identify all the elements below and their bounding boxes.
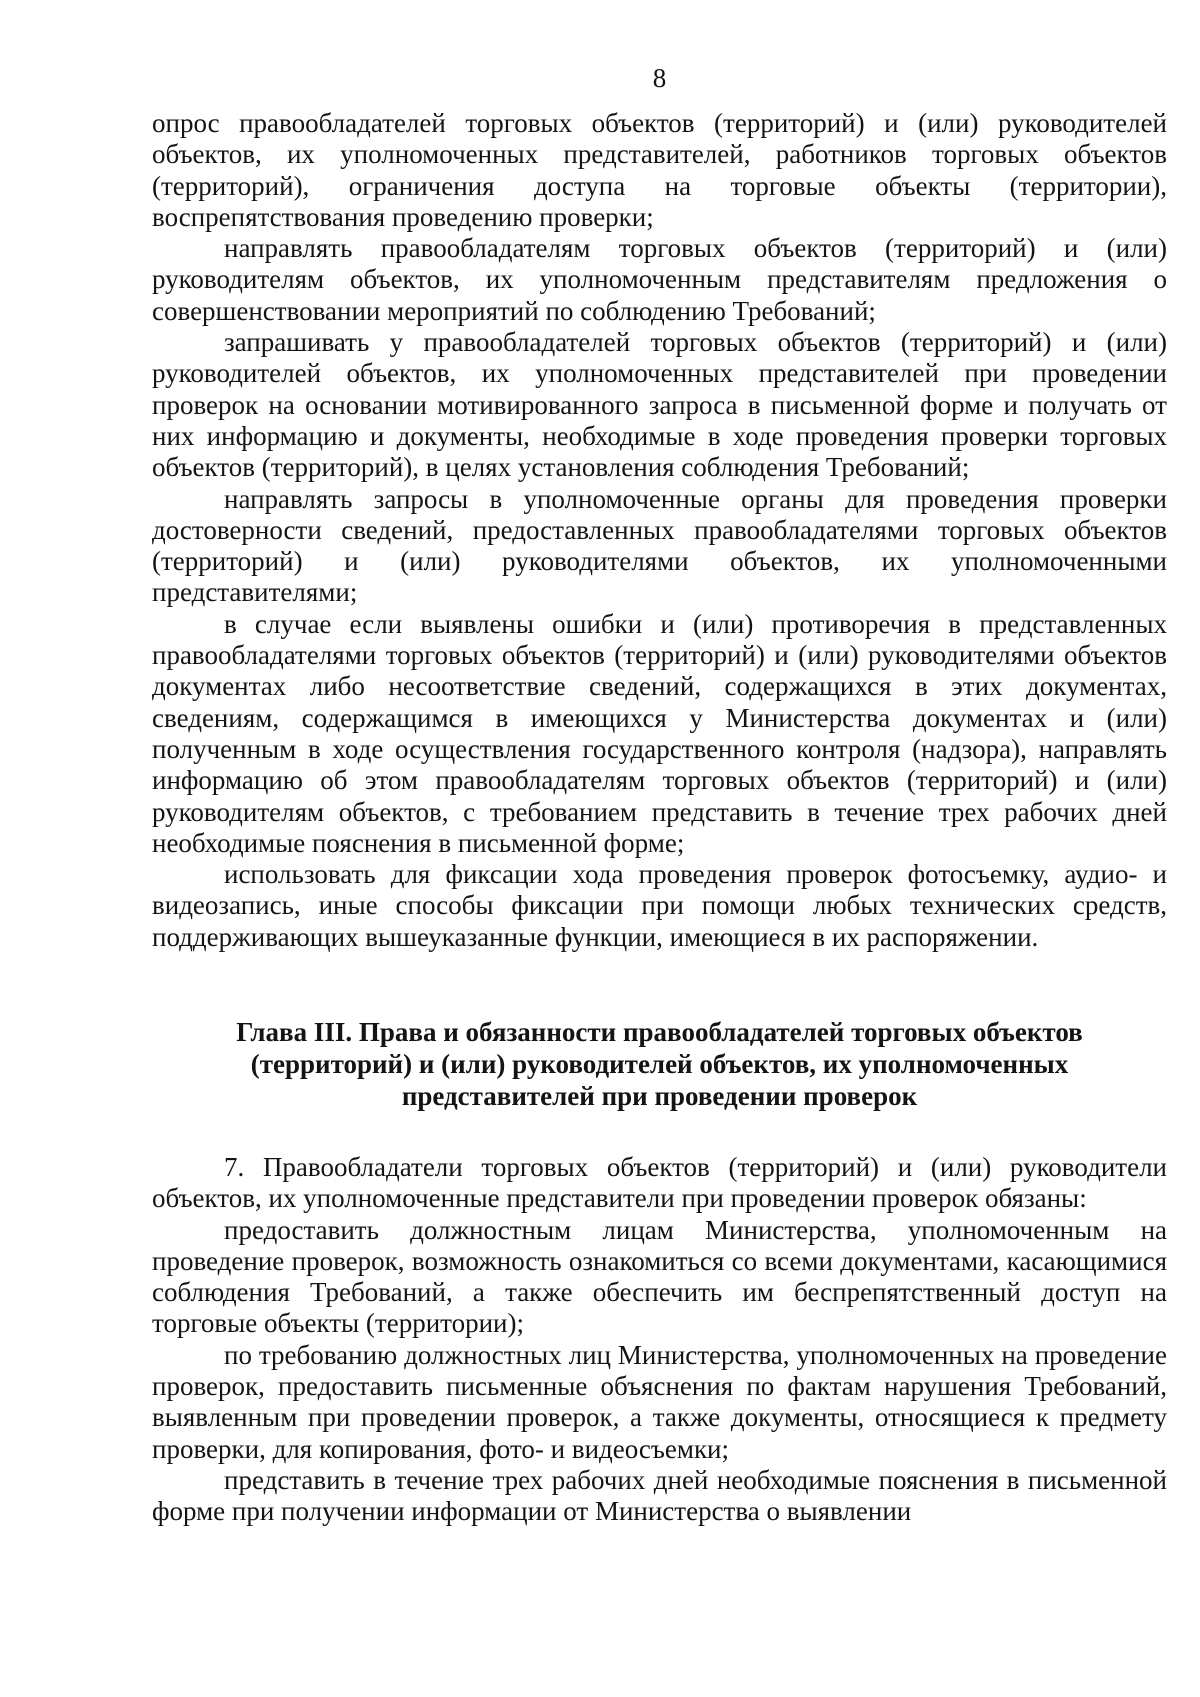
chapter-heading-line: Глава III. Права и обязанности правообладателей торговых объектов [236, 1017, 1083, 1047]
body-text-top [152, 108, 1167, 953]
chapter-heading [152, 1016, 1167, 1112]
paragraph: направлять правообладателям торговых объектов (территорий) и (или) руководителям объектов, их уполномоченным представителям предложения о совершенствовании мероприятий по соблюдению Требований; [152, 233, 1167, 326]
paragraph: предоставить должностным лицам Министерства, уполномоченным на проведение проверок, возможность ознакомиться со всеми документами, касающимися соблюдения Требований, а также обеспечить им беспрепятственный доступ на торговые объекты (территории); [152, 1214, 1167, 1339]
paragraph: опрос правообладателей торговых объектов (территорий) и (или) руководителей объектов, их уполномоченных представителей, работников торговых объектов (территорий), ограничения доступа на торговые объекты (территории), воспрепятствования проведению проверки; [152, 108, 1167, 232]
paragraph: направлять запросы в уполномоченные органы для проведения проверки достоверности сведений, предоставленных правообладателями торговых объектов (территорий) и (или) руководителями объектов, их уполномоченными представителями; [152, 483, 1167, 608]
paragraph: использовать для фиксации хода проведения проверок фотосъемку, аудио- и видеозапись, иные способы фиксации при помощи любых технических средств, поддерживающих вышеуказанные функции, имеющиеся в их распоряжении. [152, 859, 1167, 952]
paragraph: в случае если выявлены ошибки и (или) противоречия в представленных правообладателями торговых объектов (территорий) и (или) руководителями объектов документах либо несоответствие сведений, содержащихся в этих документах, сведениям, содержащимся в имеющихся у Министерства документах и (или) полученным в ходе осуществления государственного контроля (надзора), направлять информацию об этом правообладателям торговых объектов (территорий) и (или) руководителям объектов, с требованием представить в течение трех рабочих дней необходимые пояснения в письменной форме; [152, 608, 1167, 858]
chapter-heading-line: (территорий) и (или) руководителей объектов, их уполномоченных [250, 1049, 1069, 1079]
paragraph: 7. Правообладатели торговых объектов (территорий) и (или) руководители объектов, их уполномоченные представители при проведении проверок обязаны: [152, 1152, 1167, 1214]
paragraph: запрашивать у правообладателей торговых объектов (территорий) и (или) руководителей объектов, их уполномоченных представителей при проведении проверок на основании мотивированного запроса в письменной форме и получать от них информацию и документы, необходимые в ходе проведения проверки торговых объектов (территорий), в целях установления соблюдения Требований; [152, 327, 1167, 483]
chapter-heading-line: представителей при проведении проверок [401, 1081, 918, 1111]
body-text-bottom [152, 1152, 1167, 1528]
paragraph: по требованию должностных лиц Министерства, уполномоченных на проведение проверок, предоставить письменные объяснения по фактам нарушения Требований, выявленным при проведении проверок, а также документы, относящиеся к предмету проверки, для копирования, фото- и видеосъемки; [152, 1339, 1167, 1464]
paragraph: представить в течение трех рабочих дней необходимые пояснения в письменной форме при получении информации от Министерства о выявлении [152, 1464, 1167, 1527]
page-number: 8 [652, 63, 667, 93]
